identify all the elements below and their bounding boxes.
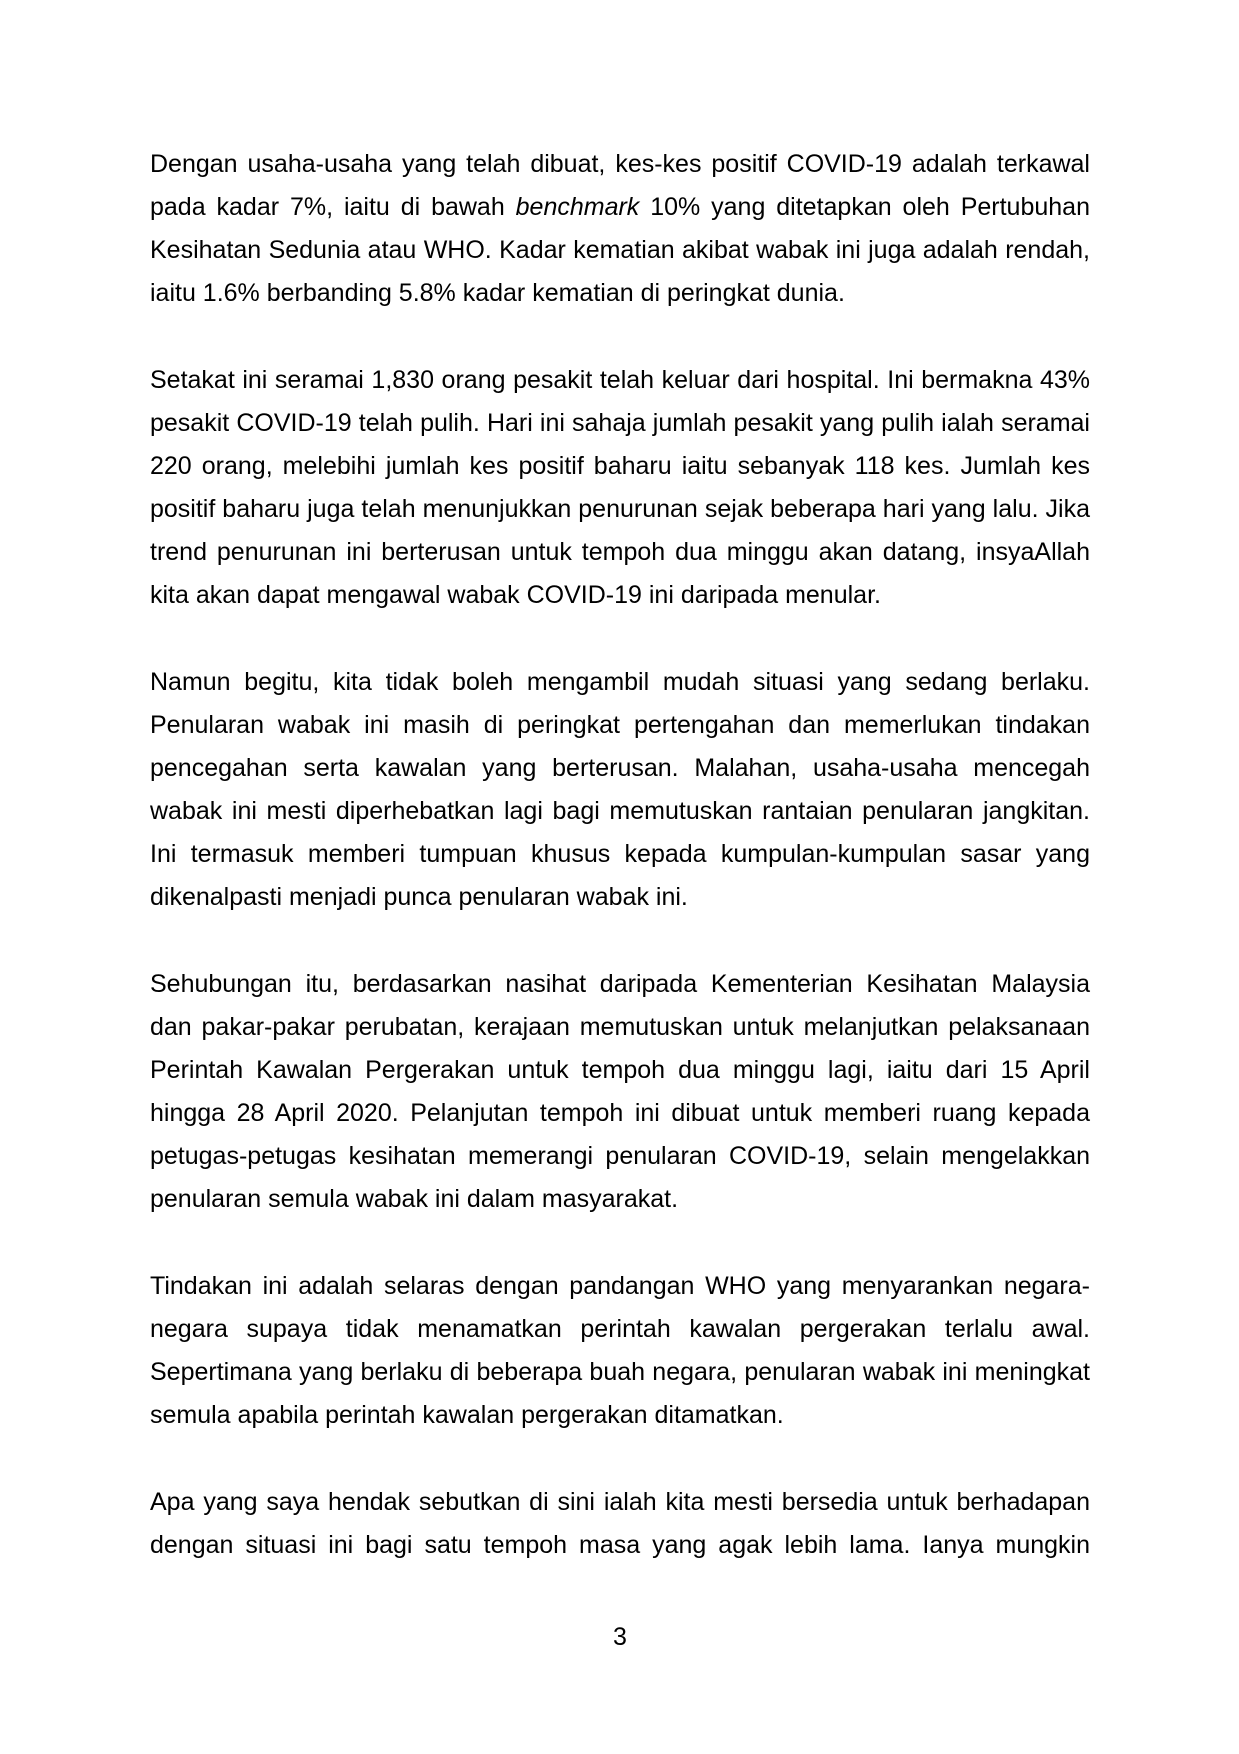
paragraph-3: Namun begitu, kita tidak boleh mengambil mudah situasi yang sedang berlaku. Penularan wabak ini masih di peringkat pertengahan dan memerlukan tindakan pencegahan serta kawalan yang berterusan. Malahan, usaha-usaha mencegah wabak ini mesti diperhebatkan lagi bagi memutuskan rantaian penularan jangkitan. Ini termasuk memberi tumpuan khusus kepada kumpulan-kumpulan sasar yang dikenalpasti menjadi punca penularan wabak ini. — [150, 668, 1090, 911]
page-number: 3 — [613, 1623, 627, 1651]
paragraph-1-text-before-italic: Dengan usaha-usaha yang telah dibuat, kes-kes positif COVID-19 adalah terkawal pada kadar 7%, iaitu di bawah — [150, 150, 1090, 221]
document-body-text — [150, 143, 1090, 1611]
paragraph-2: Setakat ini seramai 1,830 orang pesakit telah keluar dari hospital. Ini bermakna 43% pesakit COVID-19 telah pulih. Hari ini sahaja jumlah pesakit yang pulih ialah seramai 220 orang, melebihi jumlah kes positif baharu iaitu sebanyak 118 kes. Jumlah kes positif baharu juga telah menunjukkan penurunan sejak beberapa hari yang lalu. Jika trend penurunan ini berterusan untuk tempoh dua minggu akan datang, insyaAllah kita akan dapat mengawal wabak COVID-19 ini daripada menular. — [150, 366, 1090, 609]
paragraph-4: Sehubungan itu, berdasarkan nasihat daripada Kementerian Kesihatan Malaysia dan pakar-pakar perubatan, kerajaan memutuskan untuk melanjutkan pelaksanaan Perintah Kawalan Pergerakan untuk tempoh dua minggu lagi, iaitu dari 15 April hingga 28 April 2020. Pelanjutan tempoh ini dibuat untuk memberi ruang kepada petugas-petugas kesihatan memerangi penularan COVID-19, selain mengelakkan penularan semula wabak ini dalam masyarakat. — [150, 970, 1090, 1213]
paragraph-6: Apa yang saya hendak sebutkan di sini ialah kita mesti bersedia untuk berhadapan dengan situasi ini bagi satu tempoh masa yang agak lebih lama. Ianya mungkin — [150, 1488, 1090, 1559]
paragraph-1 — [150, 143, 1090, 315]
paragraph-1-text-after-italic: 10% yang ditetapkan oleh Pertubuhan Kesihatan Sedunia atau WHO. Kadar kematian akibat wabak ini juga adalah rendah, iaitu 1.6% berbanding 5.8% kadar kematian di peringkat dunia. — [150, 193, 1090, 307]
paragraph-5: Tindakan ini adalah selaras dengan pandangan WHO yang menyarankan negara-negara supaya tidak menamatkan perintah kawalan pergerakan terlalu awal. Sepertimana yang berlaku di beberapa buah negara, penularan wabak ini meningkat semula apabila perintah kawalan pergerakan ditamatkan. — [150, 1272, 1090, 1429]
italic-benchmark-word: benchmark — [515, 193, 640, 221]
